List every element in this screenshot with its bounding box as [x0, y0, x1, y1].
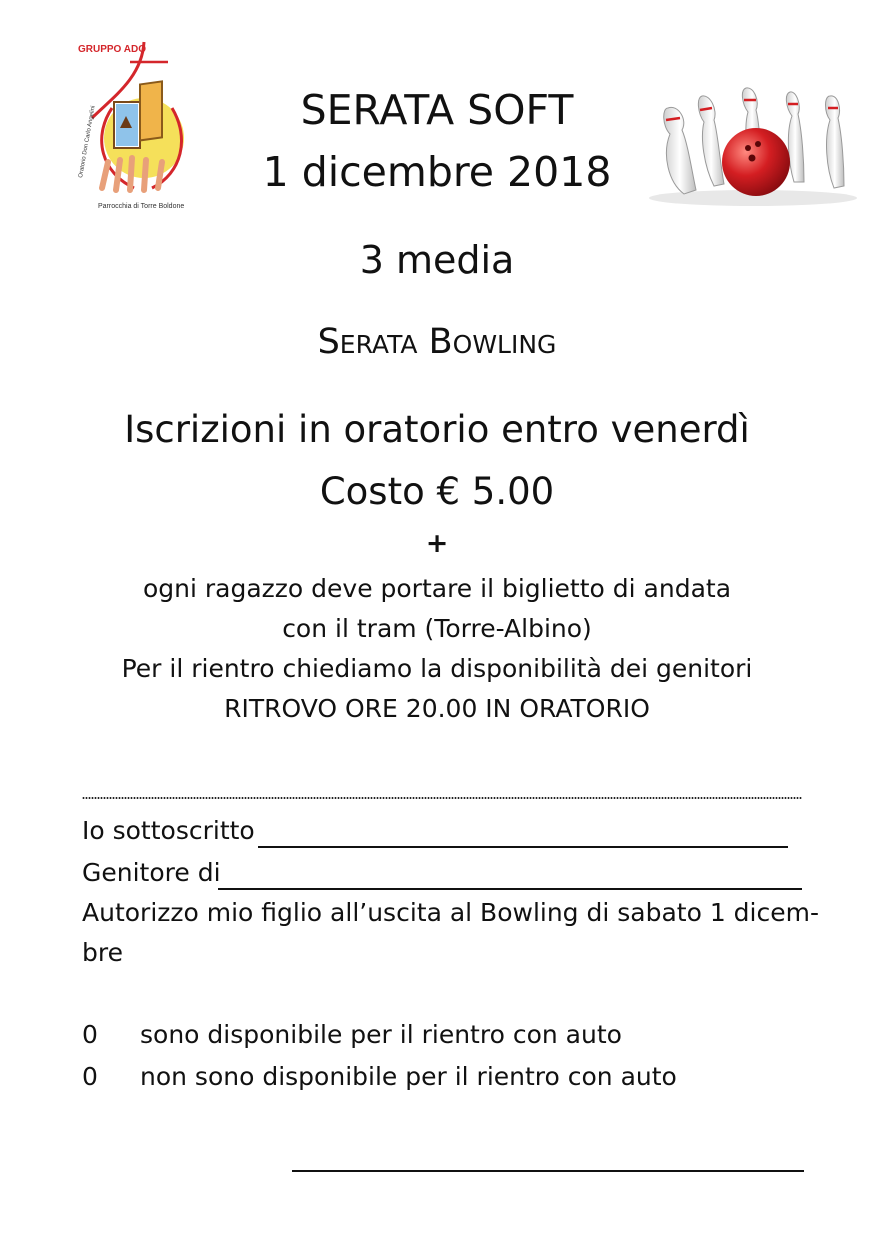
meeting-time: RITROVO ORE 20.00 IN ORATORIO — [224, 694, 650, 723]
child-name-field[interactable] — [218, 888, 802, 890]
option-checkbox[interactable]: 0 — [82, 1062, 98, 1091]
signature-field[interactable] — [292, 1170, 804, 1172]
note-line: con il tram (Torre-Albino) — [282, 614, 592, 643]
class-label: 3 media — [359, 238, 515, 282]
option-label: sono disponibile per il rientro con auto — [140, 1020, 622, 1049]
parent-label: Genitore di — [82, 858, 221, 887]
plus-sign: + — [425, 528, 449, 559]
note-line: Per il rientro chiediamo la disponibilità dei genitori — [121, 654, 753, 683]
option-not-available[interactable] — [82, 1062, 677, 1091]
authorization-text-continued: bre — [82, 938, 123, 967]
option-checkbox[interactable]: 0 — [82, 1020, 98, 1049]
logo-parish-label: Parrocchia di Torre Boldone — [98, 203, 185, 210]
option-available[interactable] — [82, 1020, 622, 1049]
registration-info: Iscrizioni in oratorio entro venerdì — [124, 408, 750, 451]
cut-line-divider — [82, 796, 802, 800]
cost-info: Costo € 5.00 — [319, 470, 555, 513]
option-label: non sono disponibile per il rientro con auto — [140, 1062, 677, 1091]
signed-name-field[interactable] — [258, 846, 788, 848]
event-name: Serata Bowling — [317, 322, 557, 362]
authorization-text: Autorizzo mio figlio all’uscita al Bowling di sabato 1 dicem- — [82, 898, 819, 927]
page-title: SERATA SOFT — [300, 86, 574, 134]
event-date: 1 dicembre 2018 — [262, 148, 612, 196]
logo-oratory-label: Oratorio Don Carlo Angelini — [78, 105, 97, 179]
note-line: ogni ragazzo deve portare il biglietto di andata — [142, 574, 732, 603]
logo-group-label: GRUPPO ADO — [78, 44, 146, 55]
signed-label: Io sottoscritto — [82, 816, 255, 845]
